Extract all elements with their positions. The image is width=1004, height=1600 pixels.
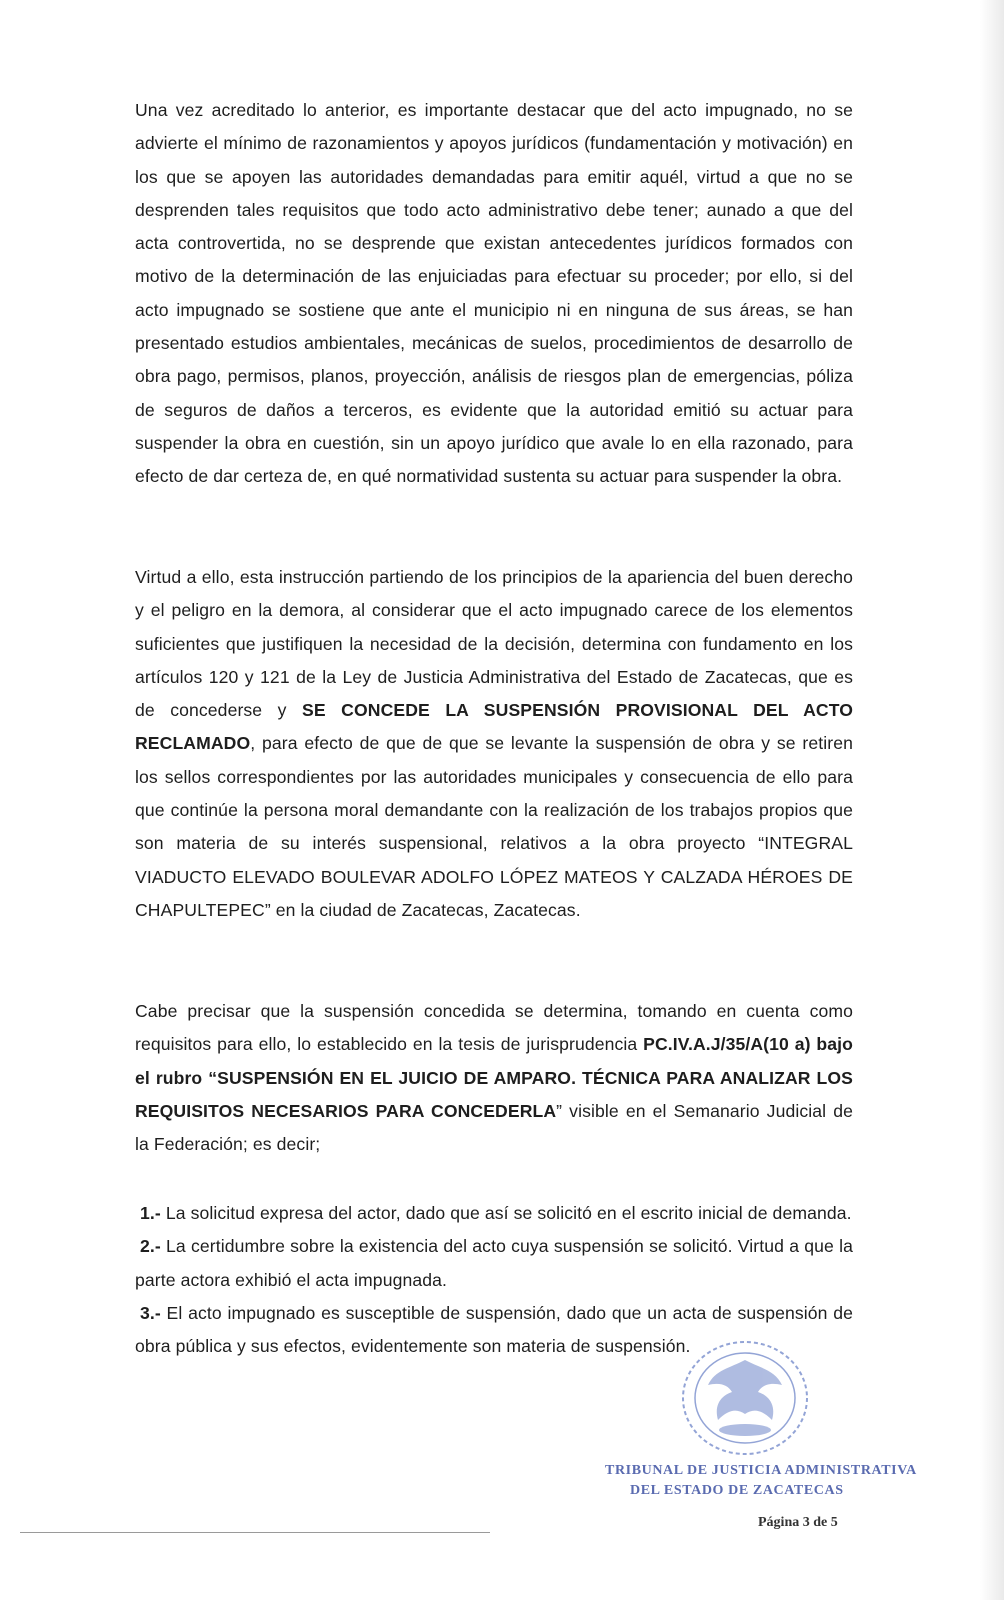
page-edge-shadow	[980, 0, 1004, 1600]
paragraph-2-text	[135, 561, 853, 927]
list-item-text: El acto impugnado es susceptible de suspensión, dado que un acta de suspensión de obra pública y sus efectos, evidentemente son materia de suspensión.	[135, 1302, 853, 1357]
paragraph-2-bold-ruling: SE CONCEDE LA SUSPENSIÓN PROVISIONAL DEL ACTO RECLAMADO	[135, 700, 854, 754]
institution-stamp-line-1: TRIBUNAL DE JUSTICIA ADMINISTRATIVA	[605, 1463, 917, 1478]
list-item-number: 3.-	[140, 1302, 161, 1323]
list-item-text: La solicitud expresa del actor, dado que así se solicitó en el escrito inicial de demanda.	[160, 1203, 852, 1223]
list-item	[135, 1197, 853, 1230]
paragraph-2-start: Virtud a ello, esta instrucción partiendo de los principios de la apariencia del buen derecho y el peligro en la demora, al considerar que el acto impugnado carece de los elementos suficientes que justifiquen la necesidad de la decisión, determina con fundamento en los artículos 120 y 121 de la Ley de Justicia Administrativa del Estado de Zacatecas, que es de concederse y	[135, 567, 853, 721]
paragraph-3-text	[135, 995, 853, 1161]
list-item-number: 2.-	[140, 1236, 161, 1257]
list-item-number: 1.-	[140, 1203, 161, 1223]
list-item-text: La certidumbre sobre la existencia del acto cuya suspensión se solicitó. Virtud a que la parte actora exhibió el acta impugnada.	[135, 1236, 853, 1290]
paragraph-2-end: , para efecto de que de que se levante la suspensión de obra y se retiren los sellos correspondientes por las autoridades municipales y consecuencia de ello para que continúe la persona moral demandante con la realización de los trabajos propios que son materia de su interés suspensional, relativos a la obra proyecto “INTEGRAL VIADUCTO ELEVADO BOULEVAR ADOLFO LÓPEZ MATEOS Y CALZADA HÉROES DE CHAPULTEPEC” en la ciudad de Zacatecas, Zacatecas.	[135, 733, 853, 920]
paragraph-3	[135, 995, 853, 1161]
footer-divider	[20, 1532, 490, 1533]
paragraph-3-bold-citation: PC.IV.A.J/35/A(10 a) bajo el rubro “SUSPENSIÓN EN EL JUICIO DE AMPARO. TÉCNICA PARA ANALIZAR LOS REQUISITOS NECESARIOS PARA CONCEDERLA	[135, 1034, 853, 1121]
list-item	[135, 1230, 853, 1297]
paragraph-1-text: Una vez acreditado lo anterior, es importante destacar que del acto impugnado, no se advierte el mínimo de razonamientos y apoyos jurídicos (fundamentación y motivación) en los que se apoyen las autoridades demandadas para emitir aquél, virtud a que no se desprenden tales requisitos que todo acto administrativo debe tener; aunado a que del acta controvertida, no se desprende que existan antecedentes jurídicos formados con motivo de la determinación de las enjuiciadas para efectuar su proceder; por ello, si del acto impugnado se sostiene que ante el municipio ni en ninguna de sus áreas, se han presentado estudios ambientales, mecánicas de suelos, procedimientos de desarrollo de obra pago, permisos, planos, proyección, análisis de riesgos plan de emergencias, póliza de seguros de daños a terceros, es evidente que la autoridad emitió su actuar para suspender la obra en cuestión, sin un apoyo jurídico que avale lo en ella razonado, para efecto de dar certeza de, en qué normatividad sustenta su actuar para suspender la obra.	[135, 100, 853, 487]
paragraph-3-start: Cabe precisar que la suspensión concedida se determina, tomando en cuenta como requisitos para ello, lo establecido en la tesis de jurisprudencia	[135, 1001, 853, 1055]
institution-stamp-line-2: DEL ESTADO DE ZACATECAS	[630, 1483, 844, 1498]
court-seal-eagle-icon	[670, 1330, 820, 1460]
paragraph-2	[135, 561, 853, 927]
paragraph-1	[135, 94, 853, 494]
paragraph-3-end: ” visible en el Semanario Judicial de la Federación; es decir;	[135, 1100, 853, 1155]
page-number: Página 3 de 5	[758, 1515, 838, 1530]
